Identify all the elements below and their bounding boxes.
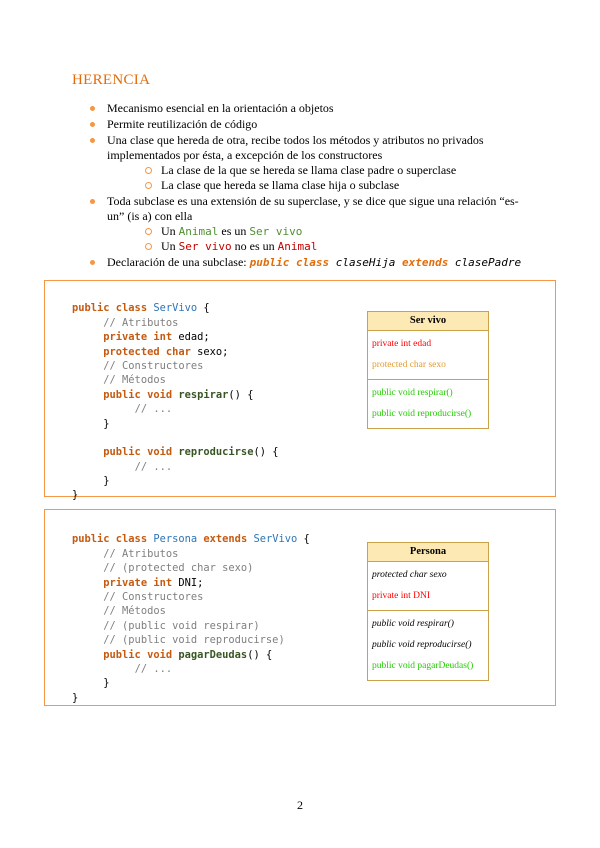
keyword: public class (249, 256, 330, 269)
code-block: public class SerVivo { // Atributos private int edad; protected char sexo; // Constructores // Métodos public void respirar() { // ... } public void reproducirse() { // ... } } (72, 302, 279, 502)
list-item: Declaración de una subclase: public class claseHija extends clasePadre (90, 255, 530, 270)
class-name: Ser vivo (178, 240, 232, 253)
uml-class-diagram (367, 542, 489, 681)
uml-class-diagram (367, 311, 489, 429)
uml-attributes: private int edad protected char sexo (368, 331, 488, 380)
class-name: Ser vivo (249, 225, 303, 238)
class-name: Animal (277, 240, 318, 253)
code-box-persona (44, 509, 556, 706)
sub-list-item: La clase que hereda se llama clase hija o subclase (145, 178, 530, 193)
uml-methods: public void respirar() public void reproducirse() (372, 388, 472, 419)
keyword: extends (401, 256, 449, 269)
list-item: Una clase que hereda de otra, recibe todos los métodos y atributos no privados implementados por ésta, a excepción de los constructores La clase de la que se hereda se llama clase padre o superclase La clase que hereda se llama clase hija o subclase (90, 133, 530, 193)
sub-list-item: La clase de la que se hereda se llama clase padre o superclase (145, 163, 530, 178)
sub-list-item: Un Animal es un Ser vivo (145, 224, 530, 239)
uml-class-name: Ser vivo (368, 312, 488, 331)
page-title: HERENCIA (72, 72, 151, 88)
class-name: Animal (178, 225, 219, 238)
sub-list (107, 163, 530, 193)
sub-list (107, 224, 530, 254)
code-box-servivo (44, 280, 556, 502)
page-number: 2 (297, 798, 303, 812)
code-block: public class Persona extends SerVivo { // Atributos // (protected char sexo) private int DNI; // Constructores // Métodos // (public void respirar) // (public void reproducirse) public void pagarDeudas() { // ... } } (72, 533, 310, 704)
sub-list-item: Un Ser vivo no es un Animal (145, 239, 530, 254)
list-item: Mecanismo esencial en la orientación a objetos (90, 101, 530, 116)
list-item: Toda subclase es una extensión de su superclase, y se dice que sigue una relación “es-un” (is a) con ella Un Animal es un Ser vivo Un Ser vivo no es un Animal (90, 194, 530, 254)
uml-methods: public void respirar() public void reproducirse() public void pagarDeudas() (372, 619, 474, 671)
uml-class-name: Persona (368, 543, 488, 562)
uml-attributes: protected char sexo private int DNI (368, 562, 488, 611)
list-item: Permite reutilización de código (90, 117, 530, 132)
bullet-list (90, 101, 530, 271)
